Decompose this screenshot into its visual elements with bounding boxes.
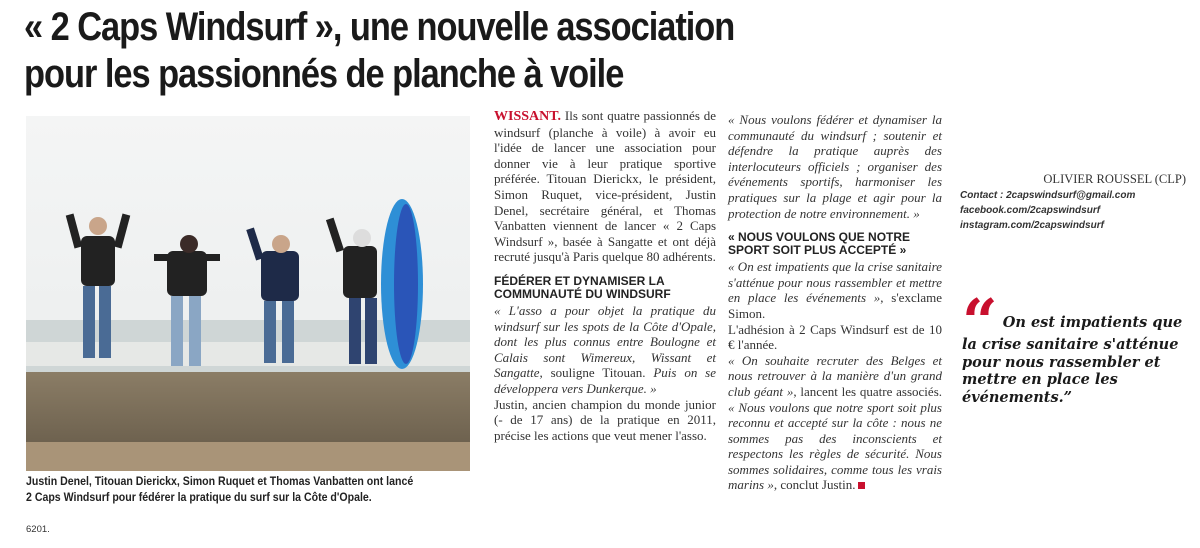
end-mark-icon — [858, 482, 865, 489]
intro-paragraph — [494, 108, 716, 265]
photo-caption — [26, 474, 458, 506]
photo-caption-line-1: Justin Denel, Titouan Dierickx, Simon Ruquet et Thomas Vanbatten ont lancé — [26, 476, 414, 488]
quote-text: « Nous voulons que notre sport soit plus reconnu et accepté sur la côte : nous ne sommes pas des inconscients et respectons les règles de sécurité. Nous sommes solidaires, comme tous les vrais marins » — [728, 399, 942, 493]
paragraph-adhesion: L'adhésion à 2 Caps Windsurf est de 10 € l'année. — [728, 321, 942, 353]
headline-line-1: « 2 Caps Windsurf », une nouvelle association — [24, 5, 735, 49]
contact-block — [960, 188, 1186, 233]
quote-text: « Nous voulons fédérer et dynamiser la communauté du windsurf ; soutenir et défendre la pratique auprès des interlocuteurs officiels ; organiser des événements sportifs, harmoniser les pratiques sur la plage et agir pour la protection de notre environnement. » — [728, 112, 942, 221]
paragraph-actions — [728, 112, 942, 221]
attribution: , conclut Justin. — [773, 477, 856, 493]
body-text: Justin, ancien champion du monde junior (- de 17 ans) de la pratique en 2011, précise les actions que veut mener l'asso. — [494, 396, 716, 443]
contact-email-link[interactable]: Contact : 2capswindsurf@gmail.com — [960, 189, 1136, 201]
headline — [24, 4, 1022, 98]
quote-text: « On est impatients que la crise sanitaire s'atténue pour nous rassembler et mettre en place les événements » — [728, 259, 942, 306]
pull-quote-text: On est impatients que la crise sanitaire s'atténue pour nous rassembler et mettre en place les événements.” — [962, 314, 1183, 406]
photo-caption-line-2: 2 Caps Windsurf pour fédérer la pratique du surf sur la Côte d'Opale. — [26, 492, 372, 504]
page-code: 6201. — [26, 524, 50, 535]
paragraph-simon — [728, 259, 942, 321]
article-column-2 — [728, 112, 942, 493]
headline-line-2: pour les passionnés de planche à voile — [24, 52, 624, 96]
facebook-link[interactable]: facebook.com/2capswindsurf — [960, 204, 1101, 216]
paragraph-belges — [728, 353, 942, 493]
quote-text: Puis on se développera vers Dunkerque. » — [494, 365, 717, 396]
quote-text: « On souhaite recruter des Belges et nous retrouver à la manière d'un grand club géant » — [728, 352, 942, 399]
column-3-spacer — [960, 246, 1186, 247]
pull-quote — [962, 285, 1192, 406]
attribution: souligne Titouan. — [542, 365, 654, 381]
attribution: , lancent les quatre associés. — [793, 383, 942, 399]
attribution: , s'exclame Simon. — [728, 290, 942, 321]
paragraph-asso — [494, 303, 716, 397]
paragraph-justin — [494, 397, 716, 444]
article-column-3 — [960, 108, 1186, 233]
dateline: WISSANT. — [494, 109, 562, 124]
article-photo — [26, 116, 470, 471]
subhead-accepte: « NOUS VOULONS QUE NOTRE SPORT SOIT PLUS ACCEPTÉ » — [728, 230, 911, 258]
instagram-link[interactable]: instagram.com/2capswindsurf — [960, 219, 1104, 231]
quote-mark-icon: “ — [962, 285, 998, 358]
subhead-federer: FÉDÉRER ET DYNAMISER LA COMMUNAUTÉ DU WINDSURF — [494, 273, 671, 301]
article-column-1 — [494, 108, 716, 443]
photo-windsurfers-on-seawall — [26, 116, 470, 471]
byline: OLIVIER ROUSSEL (CLP) — [1043, 172, 1186, 186]
intro-text: Ils sont quatre passionnés de windsurf (planche à voile) à avoir eu l'idée de lancer une association pour donner vie à leur pratique sportive préférée. Titouan Dierickx, le président, Simon Ruquet, vice-président, Justin Denel, secrétaire général, et Thomas Vanbatten viennent de lancer « 2 Caps Windsurf », basée à Sangatte et ont déjà recruté jusqu'à Paris quelque 80 adhérents. — [494, 108, 716, 265]
quote-text: « L'asso a pour objet la pratique du windsurf sur les spots de la Côte d'Opale, dont les plus connus entre Boulogne et Calais sont Wimereux, Wissant et Sangatte, — [494, 302, 716, 381]
